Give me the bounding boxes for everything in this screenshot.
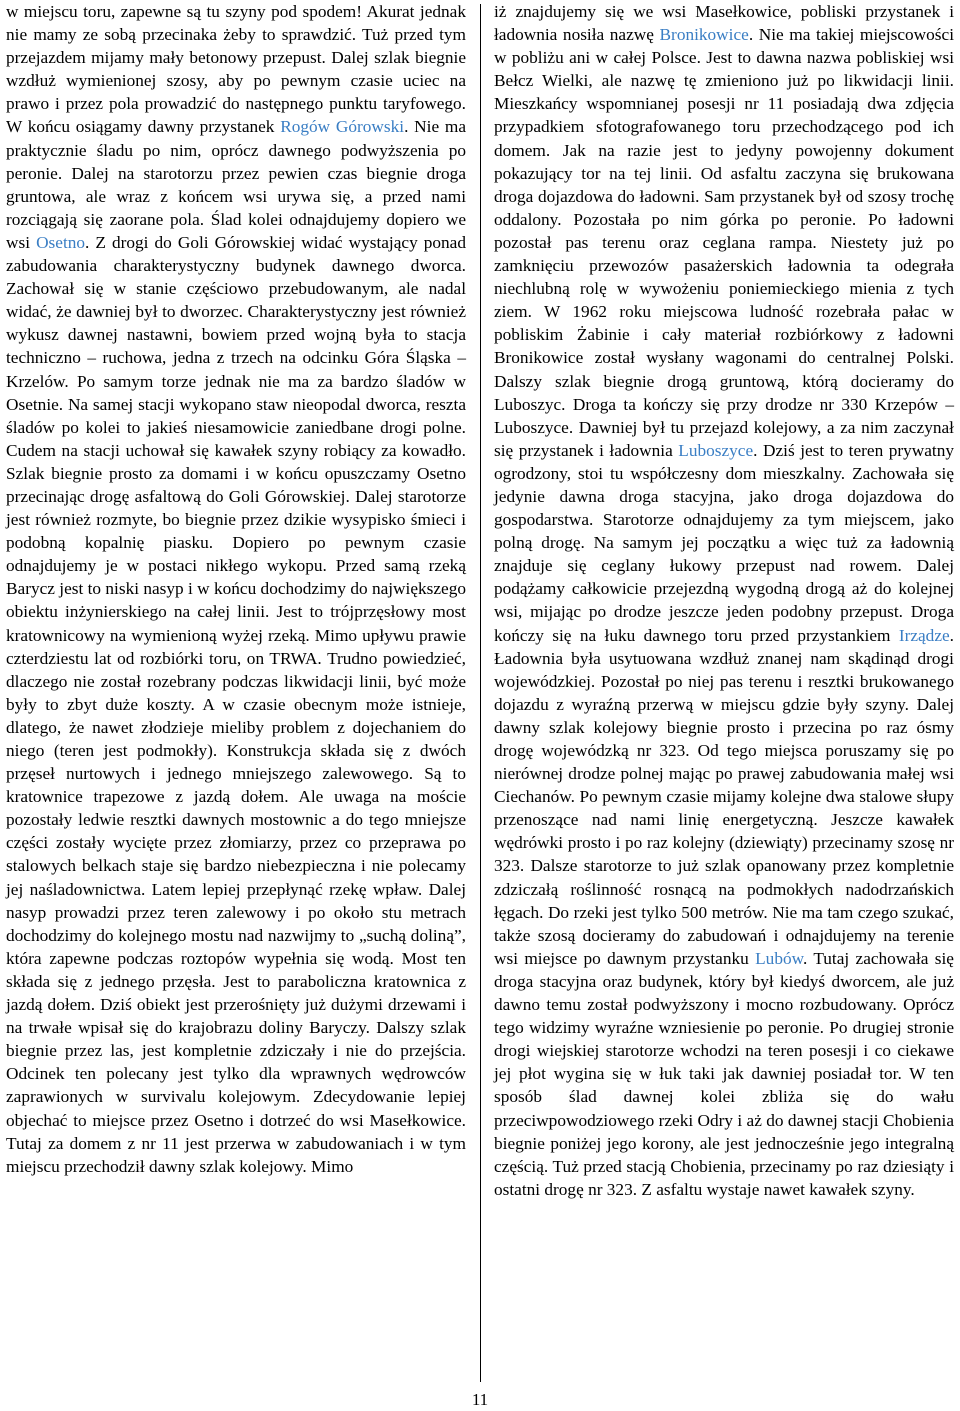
page-number: 11 xyxy=(471,1390,489,1409)
place-link-lubow[interactable]: Lubów xyxy=(755,948,803,968)
place-link-irzadze[interactable]: Irządze xyxy=(898,625,950,645)
column-divider xyxy=(480,4,481,1382)
text-segment: . Tutaj zachowała się droga stacyjna oraz budynek, który był kiedyś dworcem, ale już dawno temu został podwyższony i mocno rozbudowany. Oprócz tego widzimy wyraźne wzniesienie po peronie. Po drugiej stronie drogi wiejskiej starotorze wchodzi na teren posesji i co ciekawe jej płot wygina się w łuk taki jak dawniej posiadał tor. W ten sposób ślad dawnej kolei zbliża się do wału przeciwpowodziowego rzeki Odry i aż do dawnej stacji Chobienia biegnie poniżej jego korony, ale jest jednocześnie jego integralną częścią. Tuż przed stacją Chobienia, przecinamy po raz dziesiąty i ostatni drogę nr 323. Z asfaltu wystaje nawet kawałek szyny. xyxy=(494,948,954,1199)
text-segment: . Dziś jest to teren prywatny ogrodzony, stoi tu współczesny dom mieszkalny. Zachowała się jedynie dawna droga stacyjna, jako droga dojazdowa do gospodarstwa. Starotorze odnajdujemy za tym miejscem, jako polną drogę. Na samym jej początku a więc tuż za ładownią znajduje się ceglany łukowy przepust nad rowem. Dalej podążamy całkowicie przejezdną wygodną drogą aż do kolejnej wsi, mijając po drodze jeszcze jeden podobny przepust. Droga kończy się na łuku dawnego toru przed przystankiem xyxy=(494,440,954,645)
place-link-bronikowice[interactable]: Bronikowice xyxy=(659,25,749,45)
text-segment: . Nie ma praktycznie śladu po nim, oprócz dawnego podwyższenia po peronie. Dalej na starotorzu przez pewien czas biegnie droga gruntowa, ale wraz z końcem wsi urywa się, a przed nami rozciągają się zaorane pola. Ślad kolei odnajdujemy dopiero we wsi xyxy=(6,117,466,252)
place-link-luboszyce[interactable]: Luboszyce xyxy=(678,440,754,460)
place-link-rogow-gorowski[interactable]: Rogów Górowski xyxy=(280,117,405,137)
text-segment: . Nie ma takiej miejscowości w pobliżu ani w całej Polsce. Jest to dawna nazwa pobliskiej wsi Bełcz Wielki, ale nazwę tę zmieniono już po likwidacji linii. Mieszkańcy wspomnianej posesji nr 11 posiadają dwa zdjęcia przypadkiem sfotografowanego toru przechodzącego pod ich domem. Jak na razie jest to jedyny powojenny dokument pokazujący tor na tej linii. Od asfaltu zaczyna się brukowana droga dojazdowa do ładowni. Sam przystanek był od szosy trochę oddalony. Pozostała po nim górka po peronie. Po ładowni pozostał pas terenu oraz ceglana rampa. Niestety już po zamknięciu przewozów pasażerskich ładownia ta odegrała niechlubną rolę w wywożeniu poniemieckiego mienia z tych ziem. W 1962 roku miejscowa ludność rozebrała pałac w pobliskim Żabinie i cały materiał rozbiórkowy z ładowni Bronikowice został wysłany wagonami do centralnej Polski. Dalszy szlak biegnie drogą gruntową, którą docieramy do Luboszyc. Droga ta kończy się przy drodze nr 330 Krzepów – Luboszyce. Dawniej był tu przejazd kolejowy, a za nim zaczynał się przystanek i ładownia xyxy=(494,25,954,460)
text-segment: w miejscu toru, zapewne są tu szyny pod spodem! Akurat jednak nie mamy ze sobą przecinaka żeby to sprawdzić. Tuż przed tym przejazdem mijamy mały betonowy przepust. Dalej szlak biegnie wzdłuż wymienionej szosy, aby po pewnym czasie uciec na prawo i przez pola prowadzić do następnego punktu taryfowego. W końcu osiągamy dawny przystanek xyxy=(6,2,466,137)
place-link-osetno[interactable]: Osetno xyxy=(36,232,86,252)
right-column-text xyxy=(494,0,954,1201)
left-column-text xyxy=(6,0,466,1178)
text-segment: . Ładownia była usytuowana wzdłuż znanej nam skądinąd drogi wojewódzkiej. Pozostał po niej pas terenu i resztki brukowanego dojazdu z wyraźną przerwą w miejscu gdzie były szyny. Dalej dawny szlak kolejowy biegnie prosto i przecina po raz ósmy drogę wojewódzką nr 323. Od tego miejsca poruszamy się po nierównej drodze polnej mając po prawej zabudowania małej wsi Ciechanów. Po pewnym czasie mijamy kolejne dwa stalowe słupy przenoszące nad nami linię energetyczną. Jeszcze kawałek wędrówki prosto i po raz kolejny (dziewiąty) przecinamy szosę nr 323. Dalsze starotorze to już szlak opanowany przez kompletnie zdziczałą roślinność rosnącą na podmokłych nadodrzańskich łęgach. Do rzeki jest tylko 500 metrów. Nie ma tam czego szukać, także szosą docieramy do zabudowań i odnajdujemy na terenie wsi miejsce po dawnym przystanku xyxy=(494,625,954,968)
text-segment: iż znajdujemy się we wsi Masełkowice, pobliski przystanek i ładownia nosiła nazwę xyxy=(494,2,954,45)
right-column xyxy=(494,0,954,1201)
left-column xyxy=(6,0,466,1178)
text-segment: . Z drogi do Goli Górowskiej widać wystający ponad zabudowania charakterystyczny budynek dawnego dworca. Zachował się w stanie częściowo przebudowanym, ale nadal widać, że dawniej był to dworzec. Charakterystyczny jest również wykusz dawnej nastawni, bowiem przed wojną była to stacja techniczno – ruchowa, jedna z trzech na odcinku Góra Śląska – Krzelów. Po samym torze jednak nie ma za bardzo śladów w Osetnie. Na samej stacji wykopano staw nieopodal dworca, reszta śladów po kolei to jakieś niesamowicie zaniedbane drogi polne. Cudem na stacji uchował się kawałek szyny robiący za kowadło. Szlak biegnie prosto za domami i w końcu opuszczamy Osetno przecinając drogę asfaltową do Goli Górowskiej. Dalej starotorze jest również rozmyte, bo biegnie przez dzikie wysypisko śmieci i podobną kopalnię piasku. Dopiero po pewnym czasie odnajdujemy je w postaci nikłego wykopu. Przed samą rzeką Barycz jest to niski nasyp i w końcu dochodzimy do największego obiektu inżynierskiego na całej linii. Jest to trójprzęsłowy most kratownicowy na wymienioną wyżej rzeką. Mimo upływu prawie czterdziestu lat od rozbiórki toru, on TRWA. Trudno powiedzieć, dlaczego nie został rozebrany podczas likwidacji linii, być może były to zbyt duże koszty. A w czasie obecnym może istnieje, dlatego, że nawet złodzieje mieliby problem z dojechaniem do niego (teren jest podmokły). Konstrukcja składa się z dwóch przęseł nurtowych i jednego mniejszego zalewowego. Są to kratownice trapezowe z jazdą dołem. Ale uwaga na moście pozostały ledwie resztki dawnych mostownic a do tego mniejsze części zostały wycięte przez złomiarzy, przez co przeprawa po stalowych belkach staje się bardzo niebezpieczna i nie polecamy jej naśladownictwa. Latem lepiej przepłynąć rzekę wpław. Dalej nasyp prowadzi przez teren zalewowy i po około stu metrach dochodzimy do kolejnego mostu nad nazwijmy to „suchą doliną”, która zapewne podczas roztopów wypełnia się wodą. Most ten składa się z jednego przęsła. Jest to paraboliczna kratownica z jazdą dołem. Dziś obiekt jest przerośnięty już dużymi drzewami i na trwałe wpisał się do krajobrazu doliny Baryczy. Dalszy szlak biegnie przez las, jest kompletnie zdziczały i nie do przejścia. Odcinek ten polecany jest tylko dla wprawnych wędrowców zaprawionych w survivalu kolejowym. Zdecydowanie lepiej objechać to miejsce przez Osetno i dotrzeć do wsi Masełkowice. Tutaj za domem z nr 11 jest przerwa w zabudowaniach i w tym miejscu przechodził dawny szlak kolejowy. Mimo xyxy=(6,232,466,1176)
